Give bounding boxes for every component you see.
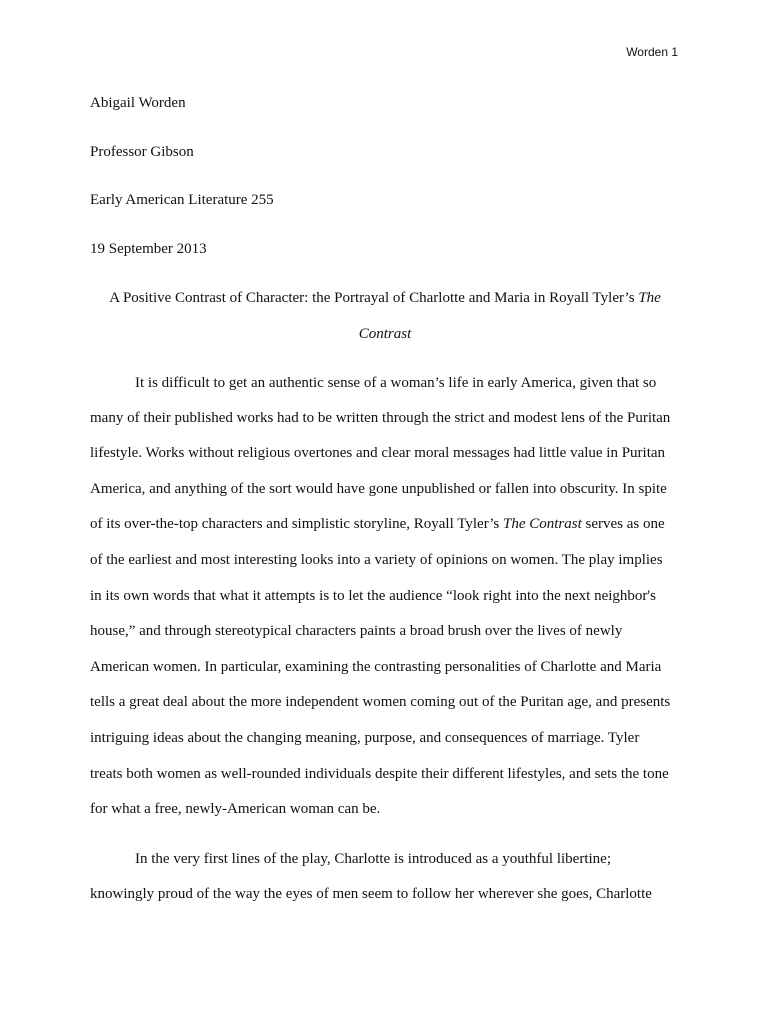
paragraph-1-line-3: lifestyle. Works without religious overtones and clear moral messages had little value in Puritan (90, 445, 666, 461)
paragraph-1-line-9: American women. In particular, examining the contrasting personalities of Charlotte and Maria (90, 659, 662, 675)
professor-name: Professor Gibson (90, 144, 194, 160)
paragraph-1-line-5-before: of its over-the-top characters and simplistic storyline, Royall Tyler’s (90, 516, 500, 532)
paragraph-1-line-8: house,” and through stereotypical characters paints a broad brush over the lives of newly (90, 623, 623, 639)
paragraph-1-line-6: of the earliest and most interesting looks into a variety of opinions on women. The play implies (90, 552, 663, 568)
essay-title-text: A Positive Contrast of Character: the Portrayal of Charlotte and Maria in Royall Tyler’s (109, 290, 635, 306)
paragraph-1-line-10: tells a great deal about the more independent women coming out of the Puritan age, and presents (90, 694, 671, 710)
paragraph-1-line-1: It is difficult to get an authentic sense of a woman’s life in early America, given that so (135, 375, 657, 391)
author-name: Abigail Worden (90, 95, 186, 111)
paragraph-1-line-2: many of their published works had to be written through the strict and modest lens of the Puritan (90, 410, 671, 426)
submission-date: 19 September 2013 (90, 241, 207, 257)
paragraph-1-line-11: intriguing ideas about the changing meaning, purpose, and consequences of marriage. Tyler (90, 730, 640, 746)
paragraph-1-line-4: America, and anything of the sort would have gone unpublished or fallen into obscurity. In spite (90, 481, 667, 497)
essay-title-line-2: Contrast (358, 326, 412, 342)
paragraph-1-line-12: treats both women as well-rounded individuals despite their different lifestyles, and sets the tone (90, 766, 669, 782)
course-name: Early American Literature 255 (90, 192, 274, 208)
paragraph-2-line-1: In the very first lines of the play, Charlotte is introduced as a youthful libertine; (135, 851, 611, 867)
running-header-page-number: Worden 1 (626, 45, 678, 59)
paragraph-2-line-2: knowingly proud of the way the eyes of men seem to follow her wherever she goes, Charlotte (90, 886, 652, 902)
paragraph-1-line-5-after: serves as one (585, 516, 665, 532)
paragraph-1-line-5 (90, 514, 665, 534)
essay-title-italic-start: The (638, 290, 661, 306)
paragraph-1-line-7: in its own words that what it attempts is to let the audience “look right into the next neighbor's (90, 588, 656, 604)
play-title-italic: The Contrast (503, 516, 582, 532)
paragraph-1-line-13: for what a free, newly-American woman can be. (90, 801, 381, 817)
essay-title-line-1 (90, 288, 680, 308)
